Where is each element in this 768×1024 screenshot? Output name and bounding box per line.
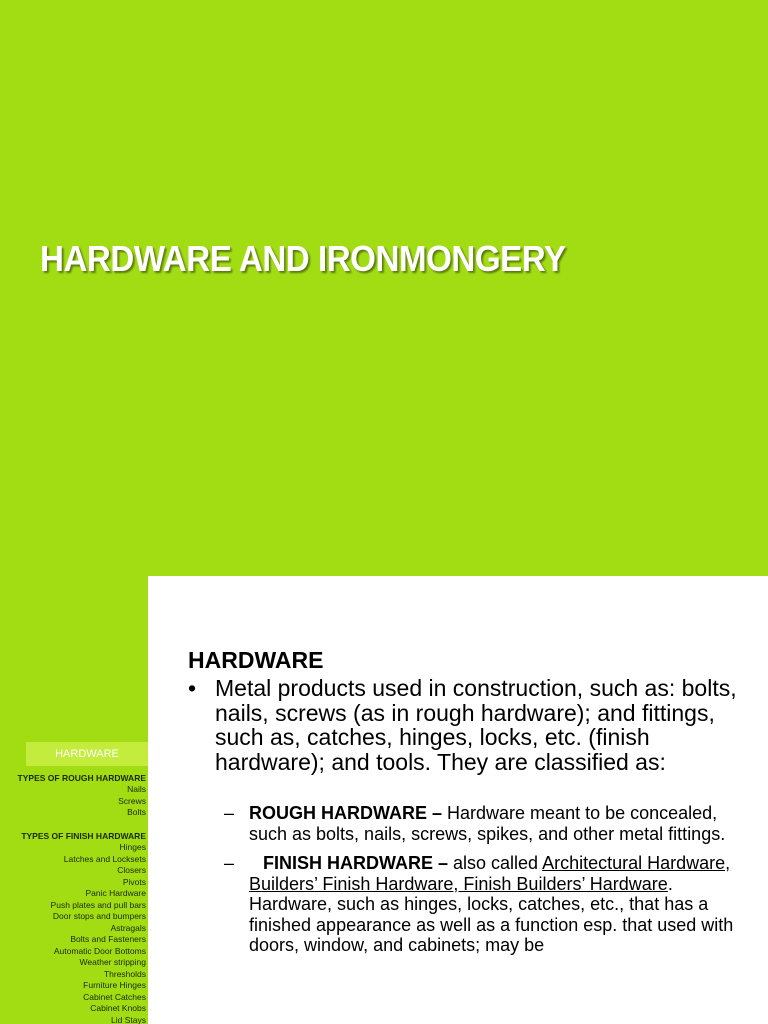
sidebar-link[interactable]: Cabinet Knobs — [90, 1003, 146, 1013]
finish-term: FINISH HARDWARE – — [263, 853, 449, 873]
finish-text-b: . Hardware, such as hinges, locks, catches, etc., that has a finished appearance as well as a function esp. that used with doors, window, and cabinets; may be — [249, 873, 734, 955]
sidebar-link[interactable]: Closers — [117, 865, 146, 875]
sidebar — [0, 576, 148, 1024]
rough-text: Hardware meant to be concealed, such as bolts, nails, screws, spikes, and other metal fittings. — [249, 803, 726, 844]
dash: – — [224, 803, 235, 823]
sidebar-link[interactable]: Astragals — [110, 922, 146, 933]
sidebar-link[interactable]: Bolts and Fasteners — [70, 934, 146, 944]
sidebar-link[interactable]: Push plates and pull bars — [50, 899, 146, 910]
sidebar-link[interactable]: Bolts — [127, 807, 146, 817]
rough-group-title[interactable]: TYPES OF ROUGH HARDWARE — [17, 773, 146, 783]
finish-aka[interactable]: Architectural Hardware, Builders’ Finish Hardware, Finish Builders’ Hardware — [249, 853, 731, 894]
rough-hardware-item — [188, 803, 748, 844]
sidebar-link[interactable]: Thresholds — [103, 968, 146, 979]
rough-hardware-group — [0, 772, 146, 819]
bullet-dot: • — [188, 675, 197, 701]
rough-term: ROUGH HARDWARE – — [249, 803, 443, 823]
sidebar-link[interactable]: Latches and Locksets — [63, 853, 146, 864]
finish-group-title[interactable]: TYPES OF FINISH HARDWARE — [21, 831, 146, 841]
sidebar-link[interactable]: Automatic Door Bottoms — [53, 945, 146, 956]
finish-hardware-group — [0, 830, 146, 1024]
content-heading: HARDWARE — [188, 647, 324, 673]
content-body — [188, 646, 748, 956]
sidebar-link[interactable]: Pivots — [122, 876, 146, 887]
sidebar-link[interactable]: Nails — [127, 784, 146, 794]
sidebar-link[interactable]: Furniture Hinges — [83, 980, 146, 990]
dash: – — [224, 853, 235, 873]
bullet-text: Metal products used in construction, such as: bolts, nails, screws (as in rough hardware); and fittings, such as, catches, hinges, locks, etc. (finish hardware); and tools. They are classified as: — [215, 675, 737, 775]
sidebar-link[interactable]: Lid Stays — [111, 1014, 146, 1024]
sidebar-heading[interactable]: HARDWARE — [26, 742, 148, 766]
sidebar-link[interactable]: Hinges — [119, 842, 146, 852]
sidebar-link[interactable]: Panic Hardware — [85, 888, 146, 898]
slide-title: HARDWARE AND IRONMONGERY — [40, 238, 566, 279]
sidebar-link[interactable]: Cabinet Catches — [83, 991, 146, 1002]
finish-text-a: also called — [448, 853, 543, 873]
sidebar-link[interactable]: Weather stripping — [79, 957, 146, 967]
sidebar-link[interactable]: Door stops and bumpers — [52, 911, 146, 921]
definition-bullet — [188, 676, 748, 774]
finish-hardware-item — [188, 853, 748, 956]
content-slide — [0, 576, 768, 1024]
sidebar-link[interactable]: Screws — [118, 795, 146, 806]
